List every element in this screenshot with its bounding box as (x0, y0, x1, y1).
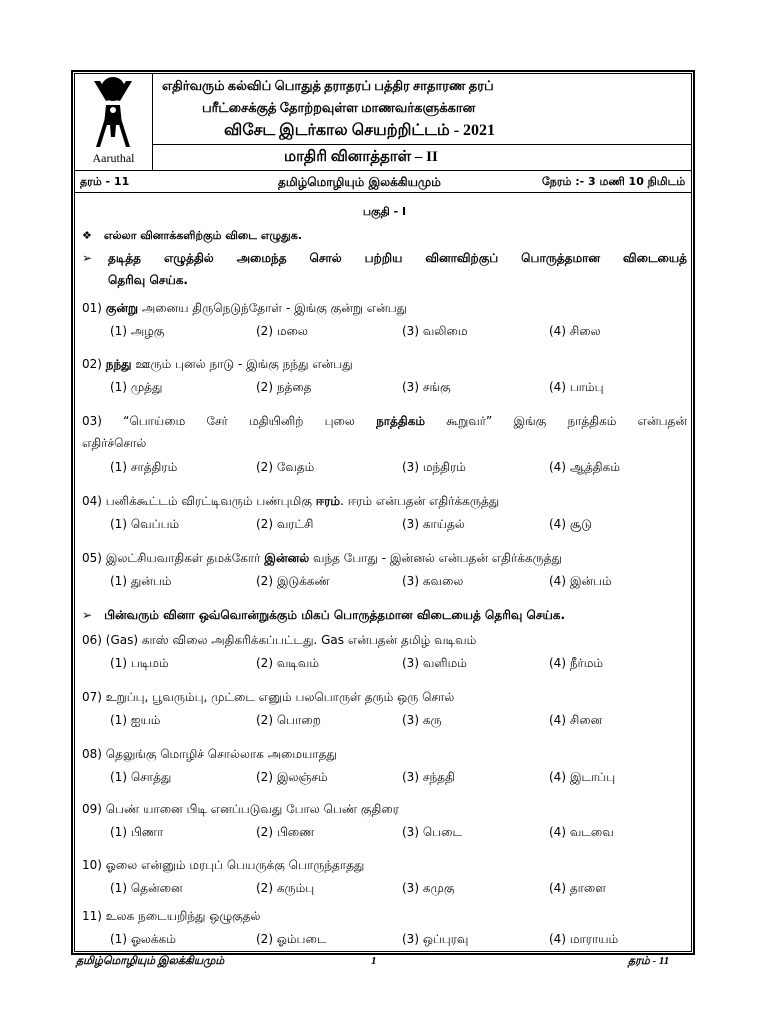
question-number: 10) (82, 858, 102, 872)
option-8-2[interactable]: (2) இலஞ்சம் (256, 770, 328, 784)
option-11-4[interactable]: (4) மாராயம் (549, 932, 619, 946)
option-2-4[interactable]: (4) பாம்பு (549, 380, 604, 394)
option-1-1[interactable]: (1) அழகு (110, 324, 165, 338)
grade-label: தரம் - 11 (80, 175, 130, 188)
option-4-1[interactable]: (1) வெப்பம் (110, 517, 180, 531)
option-7-1[interactable]: (1) ஐயம் (110, 713, 161, 727)
option-10-3[interactable]: (3) கமுகு (402, 881, 455, 895)
part-title: பகுதி - I (362, 205, 407, 218)
question-1 (82, 301, 407, 317)
option-1-3[interactable]: (3) வலிமை (402, 324, 468, 338)
question-number: 08) (82, 747, 102, 761)
instruction-2-text: பின்வரும் வினா ஒவ்வொன்றுக்கும் மிகப் பொருத்தமான விடையைத் தெரிவு செய்க. (104, 608, 566, 622)
question-number: 03) (82, 414, 102, 428)
arrow-bullet-icon: ➢ (82, 251, 93, 265)
aaruthal-logo-icon (82, 75, 144, 151)
question-2 (82, 357, 353, 373)
question-text: (Gas) காஸ் விலை அதிகரிக்கப்பட்டது. Gas என்பதன் தமிழ் வடிவம் (105, 633, 477, 647)
option-3-1[interactable]: (1) சாத்திரம் (110, 460, 178, 474)
option-2-3[interactable]: (3) சங்கு (402, 380, 451, 394)
instruction-1-line1: தடித்த எழுத்தில் அமைந்த சொல் பற்றிய வினாவிற்குப் பொருத்தமான விடையைத் (108, 251, 687, 265)
option-6-1[interactable]: (1) படிமம் (110, 656, 169, 670)
footer-grade: தரம் - 11 (628, 955, 670, 967)
option-6-2[interactable]: (2) வடிவம் (256, 656, 319, 670)
question-number: 09) (82, 802, 102, 816)
option-11-2[interactable]: (2) ஓம்படை (256, 932, 327, 946)
option-2-2[interactable]: (2) நத்தை (256, 380, 312, 394)
question-6 (82, 633, 476, 649)
option-5-4[interactable]: (4) இன்பம் (549, 574, 612, 588)
option-7-2[interactable]: (2) பொறை (256, 713, 321, 727)
question-text: . ஈரம் என்பதன் எதிர்க்கருத்து (340, 494, 500, 508)
logo (74, 73, 153, 170)
option-11-3[interactable]: (3) ஒப்புரவு (402, 932, 469, 946)
instruction-1-line2: தெரிவு செய்க. (108, 273, 188, 287)
option-3-4[interactable]: (4) ஆத்திகம் (549, 460, 620, 474)
question-text: ஊரும் புனல் நாடு - இங்கு நந்து என்பது (131, 357, 353, 371)
question-text: உறுப்பு, பூவரும்பு, முட்டை எனும் பலபொருள் தரும் ஒரு சொல் (105, 690, 455, 704)
question-3-line2: எதிர்ச்சொல் (82, 436, 147, 450)
question-number: 05) (82, 551, 102, 565)
arrow-bullet-icon: ➢ (82, 608, 93, 622)
question-8 (82, 747, 337, 763)
question-keyword: ஈரம் (315, 494, 341, 508)
header-line-3: விசேட இடர்கால செயற்றிட்டம் - 2021 (224, 122, 496, 139)
footer-page-number: 1 (371, 955, 377, 967)
option-8-3[interactable]: (3) சந்ததி (402, 770, 455, 784)
info-row (74, 171, 692, 193)
time-label: நேரம் :- 3 மணி 10 நிமிடம் (542, 175, 686, 188)
question-keyword: நந்து (105, 357, 132, 371)
option-1-4[interactable]: (4) சிலை (549, 324, 601, 338)
question-number: 07) (82, 690, 102, 704)
option-6-3[interactable]: (3) வளிமம் (402, 656, 467, 670)
option-3-2[interactable]: (2) வேதம் (256, 460, 315, 474)
question-keyword: நாத்திகம் (376, 414, 426, 428)
question-number: 02) (82, 357, 102, 371)
question-3 (82, 414, 687, 430)
option-7-3[interactable]: (3) கரு (402, 713, 442, 727)
question-number: 01) (82, 301, 102, 315)
question-text: பெண் யானை பிடி எனப்படுவது போல பெண் குதிரை (105, 802, 399, 816)
question-10 (82, 858, 364, 874)
question-7 (82, 690, 454, 706)
question-text-pre: பனிக்கூட்டம் விரட்டிவரும் பண்புமிகு (105, 494, 316, 508)
question-keyword: இன்னல் (264, 551, 310, 565)
option-5-1[interactable]: (1) துன்பம் (110, 574, 172, 588)
question-text-pre: “பொய்மை சேர் மதியினிற் புலை (123, 414, 377, 428)
question-text-pre: இலட்சியவாதிகள் தமக்கோர் (105, 551, 265, 565)
question-4 (82, 494, 499, 510)
question-text: அனைய திருநெடுந்தோள் - இங்கு குன்று என்பது (138, 301, 408, 315)
question-5 (82, 551, 562, 567)
question-11 (82, 909, 261, 925)
option-6-4[interactable]: (4) நீர்மம் (549, 656, 604, 670)
option-8-4[interactable]: (4) இடாப்பு (549, 770, 616, 784)
option-9-2[interactable]: (2) பிணை (256, 825, 315, 839)
question-text: கூறுவர்” இங்கு நாத்திகம் என்பதன் (425, 414, 688, 428)
question-text: உலக நடையறிந்து ஒழுகுதல் (105, 909, 261, 923)
logo-text: Aaruthal (92, 151, 135, 165)
instruction-all-text: எல்லா வினாக்களிற்கும் விடை எழுதுக. (103, 229, 302, 242)
question-text: வந்த போது - இன்னல் என்பதன் எதிர்க்கருத்து (309, 551, 562, 565)
option-5-3[interactable]: (3) கவலை (402, 574, 464, 588)
question-number: 11) (82, 909, 102, 923)
exam-header (74, 73, 692, 171)
option-4-3[interactable]: (3) காய்தல் (402, 517, 465, 531)
question-text: ஓலை என்னும் மரபுப் பெயருக்கு பொருந்தாதது (105, 858, 365, 872)
paper-title: மாதிரி வினாத்தாள் – II (284, 149, 438, 165)
option-7-4[interactable]: (4) சினை (549, 713, 603, 727)
option-8-1[interactable]: (1) சொத்து (110, 770, 172, 784)
option-9-3[interactable]: (3) பெடை (402, 825, 462, 839)
question-keyword: குன்று (105, 301, 139, 315)
header-line-2: பரீட்சைக்குத் தோற்றவுள்ள மாணவர்களுக்கான (202, 100, 476, 115)
question-9 (82, 802, 399, 818)
header-separator (153, 144, 692, 145)
option-4-2[interactable]: (2) வரட்சி (256, 517, 314, 531)
option-1-2[interactable]: (2) மலை (256, 324, 308, 338)
question-number: 04) (82, 494, 102, 508)
option-9-4[interactable]: (4) வடவை (549, 825, 614, 839)
option-11-1[interactable]: (1) ஓலக்கம் (110, 932, 176, 946)
question-number: 06) (82, 633, 102, 647)
option-10-4[interactable]: (4) தாளை (549, 881, 607, 895)
instruction-2 (82, 608, 565, 624)
option-2-1[interactable]: (1) முத்து (110, 380, 163, 394)
footer-subject: தமிழ்மொழியும் இலக்கியமும் (76, 955, 225, 967)
subject-label: தமிழ்மொழியும் இலக்கியமும் (278, 175, 441, 189)
option-4-4[interactable]: (4) சூடு (549, 517, 593, 531)
question-text: தெலுங்கு மொழிச் சொல்லாக அமையாதது (105, 747, 337, 761)
header-line-1: எதிர்வரும் கல்விப் பொதுத் தராதரப் பத்திர சாதாரண தரப் (162, 78, 494, 93)
instruction-all (82, 229, 302, 244)
option-10-1[interactable]: (1) தென்னை (110, 881, 183, 895)
option-5-2[interactable]: (2) இடுக்கண் (256, 574, 330, 588)
diamond-bullet-icon: ❖ (82, 229, 92, 242)
option-10-2[interactable]: (2) கரும்பு (256, 881, 315, 895)
option-3-3[interactable]: (3) மந்திரம் (402, 460, 466, 474)
option-9-1[interactable]: (1) பிணா (110, 825, 164, 839)
